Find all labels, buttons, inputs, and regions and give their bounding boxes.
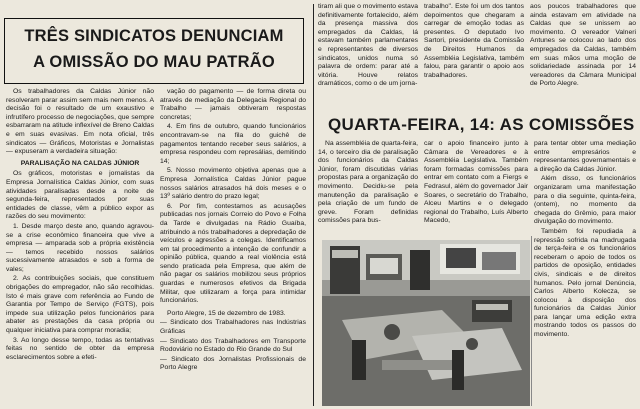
column-a (6, 88, 154, 363)
newsroom-photo-icon (322, 240, 530, 406)
paragraph: Também foi repudiada a repressão sofrida na madrugada de terça-feira e os funcionários receberam o apoio de todos os partidos de oposição, entidades civis, sindicais e de direitos humanos. Pelo jornal Denúncia, Carlos Alberto Kolecza, se colocou à disposição dos funcionários da Caldas Júnior para lançar uma edição extra mostrando todos os passos do movimento. (534, 227, 636, 339)
headline-box (4, 18, 304, 84)
column-c-top (318, 3, 418, 90)
paragraph: 2. As contribuições sociais, que constituem obrigações do empregador, não são recolhidas. Isto é mais grave com referência ao Fundo de Garantia por Tempo de Serviço (FGTS), pois impede sua utilização pelos funcionários para abater as prestações da casa própria ou qualquer iniciativa para comprar moradia; (6, 275, 154, 335)
signature: — Sindicato dos Trabalhadores nas Indústrias Gráficas (160, 319, 306, 336)
column-e-bottom (534, 140, 636, 341)
paragraph: vação do pagamento — de forma direta ou através de mediação da Delegacia Regional do Trabalho — jamais obtiveram respostas concretas; (160, 88, 306, 121)
column-e-top (530, 3, 636, 90)
paragraph: 4. Em fins de outubro, quando funcionários encontravam-se na fila do guichê de pagamentos tentando receber seus salários, a empresa respondeu com represálias, demitindo 14; (160, 123, 306, 165)
column-d-bottom (424, 140, 528, 227)
column-b (160, 88, 306, 374)
signature: — Sindicato dos Trabalhadores em Transporte Rodoviário no Estado do Rio Grande do Sul (160, 337, 306, 354)
column-c-bottom (318, 140, 418, 227)
headline-line-2: A OMISSÃO DO MAU PATRÃO (33, 53, 275, 71)
paragraph: 5. Nosso movimento objetiva apenas que a Empresa Jornalística Caldas Júnior pague nossos salários atrasados há dois meses e o 13º salário dentro do prazo legal; (160, 167, 306, 201)
signature: — Sindicato dos Jornalistas Profissionais de Porto Alegre (160, 355, 306, 372)
subhead: PARALISAÇÃO NA CALDAS JÚNIOR (20, 159, 140, 167)
date-line: Porto Alegre, 15 de dezembro de 1983. (167, 309, 286, 317)
paragraph: para tentar obter uma mediação entre empresários e representantes governamentais e a direção da Caldas Júnior. (534, 140, 636, 173)
photo-rule (531, 236, 532, 406)
paragraph: car o apoio financeiro junto à Câmara de Vereadores e à Assembléia Legislativa. Também foram formadas comissões para entrar em contato com a Fiergs e Fedrasul, além do governador Jair Soares, o secretário do Trabalho, Alceu Martins e o delegado regional do Trabalho, Luís Alberto Macedo, (424, 140, 528, 225)
paragraph: Além disso, os funcionários organizaram uma manifestação para o dia seguinte, quinta-feira, (ontem), no momento da chegada do Grêmio, para maior divulgação do movimento. (534, 175, 636, 226)
column-d-top (424, 3, 524, 81)
intro-paragraph: Os trabalhadores da Caldas Júnior não resolveram parar assim sem mais nem menos. A decisão foi o resultado de um exaustivo e infrutífero processo de negociações, que sempre esbarraram na atitude inflexível de Breno Caldas e em suas evasivas. Em nota oficial, três sindicatos — Gráficos, Motoristas e Jornalistas — expuseram a verdadeira situação: (6, 88, 154, 156)
paragraph: trabalho". Este foi um dos tantos depoimentos que chegaram a carregar de emoção todas as presentes. O deputado Ivo Sartori, presidente da Comissão de Direitos Humanos da Assembléia Legislativa, também falou, para garantir o apoio aos trabalhadores. (424, 3, 524, 79)
paragraph: 3. Ao longo desse tempo, todas as tentativas feitas no sentido de obter da empresa esclarecimentos sobre a efeti- (6, 336, 154, 361)
paragraph: 6. Por fim, contestamos as acusações publicadas nos jornais Correio do Povo e Folha da Tarde e divulgadas na Rádio Guaíba, atribuindo a nós trabalhadores a depredação de veículos e agressões a colegas. Identificamos em tal procedimento a intenção de confundir a opinião pública, quando a real violência está sendo praticada pela Empresa, que além de não pagar os salários mobilizou seus próprios guardas e numerosos efetivos da Brigada Militar, que utilizaram a força para intimidar funcionários. (160, 202, 306, 305)
paragraph: tiram ali que o movimento estava definitivamente fortalecido, além da presença massiva dos empregados da Caldas, lá estavam também parlamentares e representantes de diversos sindicatos, unidos numa só palavra de ordem: parar até a vitória. Houve relatos dramáticos, como o de um jorna- (318, 3, 418, 88)
headline-line-1: TRÊS SINDICATOS DENUNCIAM (24, 27, 284, 45)
section-heading: QUARTA-FEIRA, 14: AS COMISSÕES (328, 115, 635, 134)
paragraph: Os gráficos, motoristas e jornalistas da Empresa Jornalística Caldas Júnior, com suas atividades paralisadas desde a noite de segunda-feira, representados por suas entidades de classe, vêm a público expor as razões do seu movimento: (6, 170, 154, 221)
newsroom-photo (322, 240, 530, 406)
column-rule (313, 4, 314, 406)
paragraph: Na assembléia de quarta-feira, 14, o terceiro dia de paralisação dos funcionários da Caldas Júnior, foram discutidas várias propostas para a organização do movimento. Decidiu-se pela manutenção da paralisação e pela criação de um fundo de greve. Foram definidas comissões para bus- (318, 140, 418, 225)
paragraph: 1. Desde março deste ano, quando agravou-se a crise econômico financeira que vive a empresa — amparada sob a própria existência — temos recebido nossos salários sucessivamente atrasados e sob a forma de vales; (6, 222, 154, 273)
paragraph: aos poucos trabalhadores que ainda estavam em atividade na Caldas que se unissem ao movimento. O vereador Valneri Antunes se colocou ao lado dos empregados da Caldas, também em suas mãos uma moção de solidariedade assinada por 14 vereadores da Câmara Municipal de Porto Alegre. (530, 3, 636, 88)
